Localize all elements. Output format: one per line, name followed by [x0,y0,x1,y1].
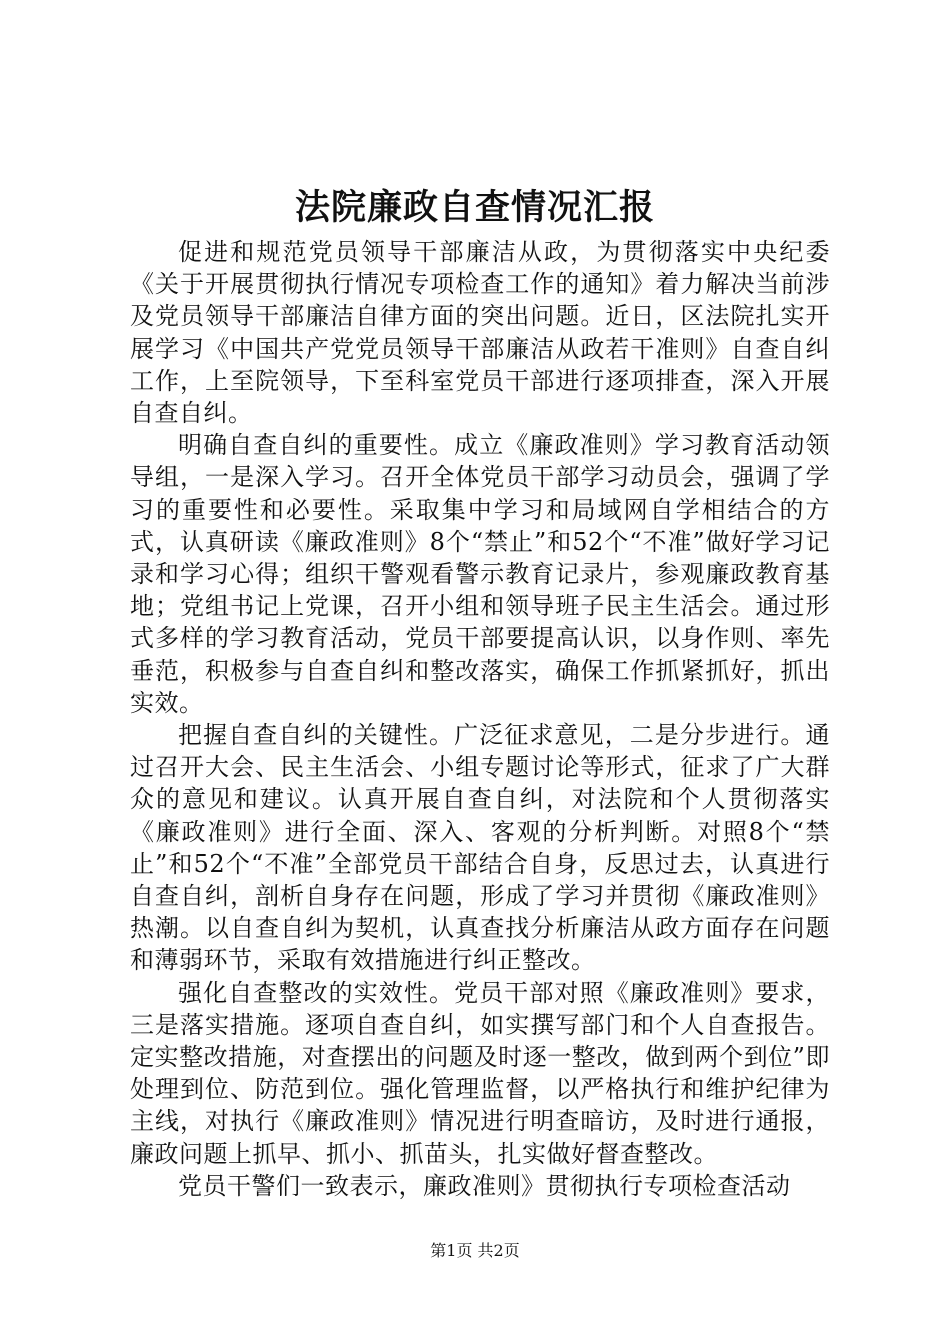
paragraph-key-points: 把握自查自纠的关键性。广泛征求意见，二是分步进行。通过召开大会、民主生活会、小组专题讨论等形式，征求了广大群众的意见和建议。认真开展自查自纠，对法院和个人贯彻落实《廉政准则》进行全面、深入、客观的分析判断。对照8个“禁止”和52个“不准”全部党员干部结合自身，反思过去，认真进行自查自纠，剖析自身存在问题，形成了学习并贯彻《廉政准则》热潮。以自查自纠为契机，认真查找分析廉洁从政方面存在问题和薄弱环节，采取有效措施进行纠正整改。 [130,721,830,975]
page-footer: 第1页 共2页 [430,1241,520,1260]
paragraph-conclusion: 党员干警们一致表示，廉政准则》贯彻执行专项检查活动 [178,1171,791,1200]
document-body [130,236,830,1202]
paragraph-intro: 促进和规范党员领导干部廉洁从政，为贯彻落实中央纪委《关于开展贯彻执行情况专项检查工作的通知》着力解决当前涉及党员领导干部廉洁自律方面的突出问题。近日，区法院扎实开展学习《中国共产党党员领导干部廉洁从政若干准则》自查自纠工作，上至院领导，下至科室党员干部进行逐项排查，深入开展自查自纠。 [130,238,830,428]
paragraph-importance: 明确自查自纠的重要性。成立《廉政准则》学习教育活动领导组，一是深入学习。召开全体党员干部学习动员会，强调了学习的重要性和必要性。采取集中学习和局域网自学相结合的方式，认真研读《廉政准则》8个“禁止”和52个“不准”做好学习记录和学习心得；组织干警观看警示教育记录片，参观廉政教育基地；党组书记上党课，召开小组和领导班子民主生活会。通过形式多样的学习教育活动，党员干部要提高认识，以身作则、率先垂范，积极参与自查自纠和整改落实，确保工作抓紧抓好，抓出实效。 [130,431,830,717]
paragraph-effectiveness: 强化自查整改的实效性。党员干部对照《廉政准则》要求，三是落实措施。逐项自查自纠，如实撰写部门和个人自查报告。定实整改措施，对查摆出的问题及时逐一整改，做到两个到位”即处理到位、防范到位。强化管理监督，以严格执行和维护纪律为主线，对执行《廉政准则》情况进行明查暗访，及时进行通报，廉政问题上抓早、抓小、抓苗头，扎实做好督查整改。 [130,978,830,1168]
document-title: 法院廉政自查情况汇报 [294,187,655,228]
